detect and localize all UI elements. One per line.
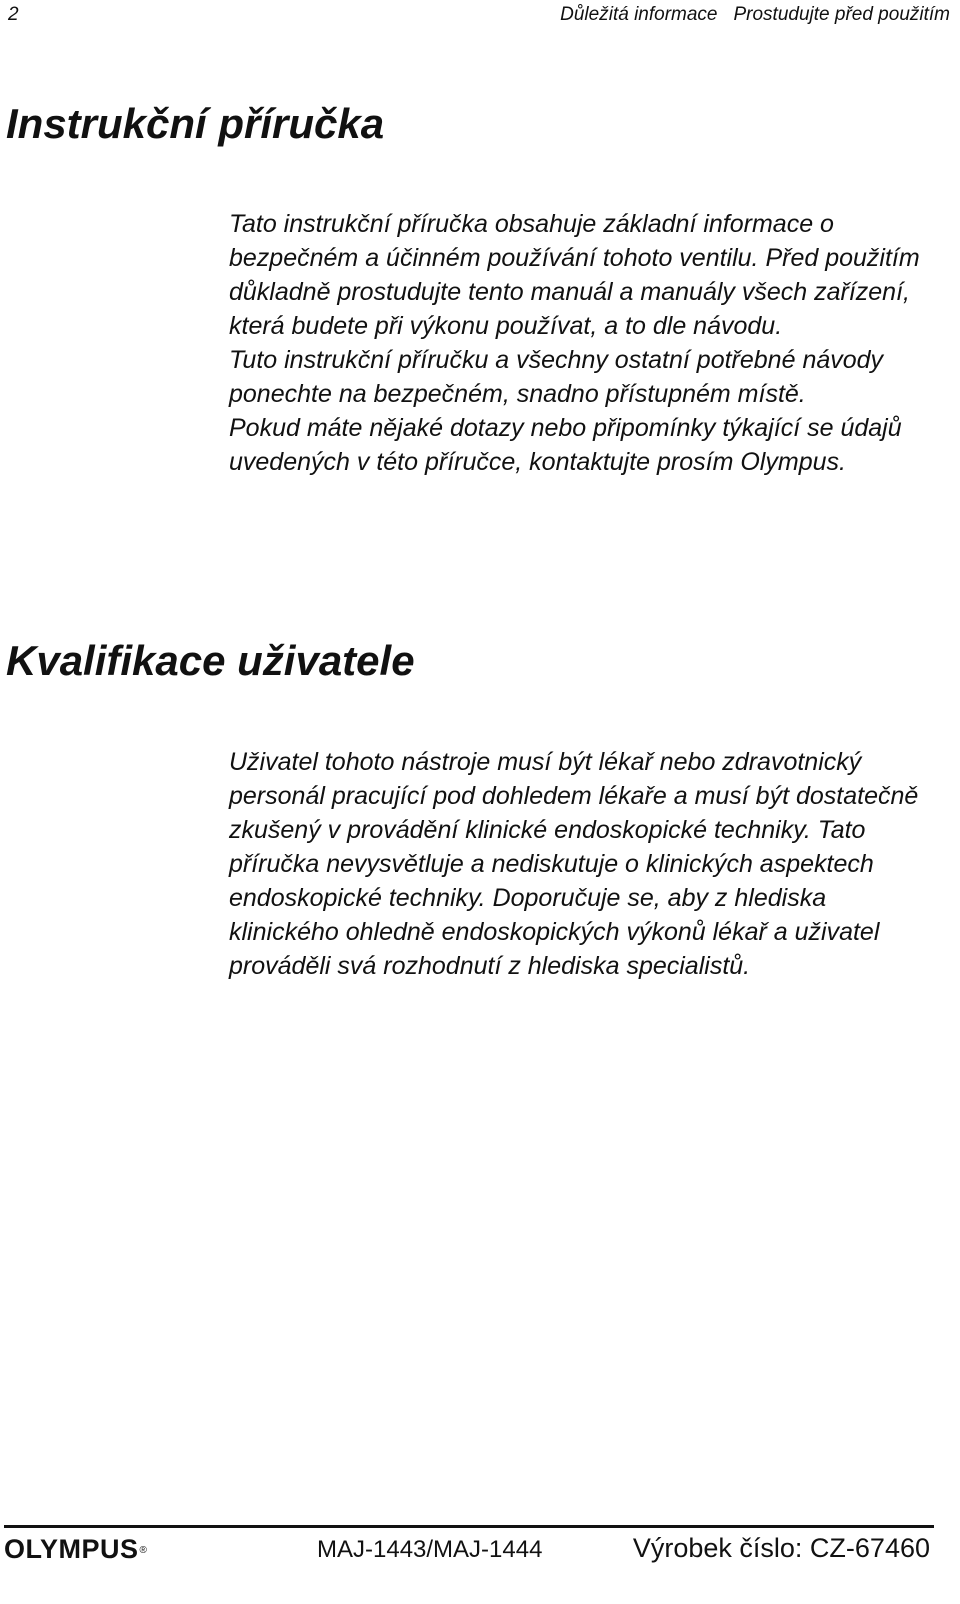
- registered-mark: ®: [139, 1545, 148, 1556]
- paragraph: Pokud máte nějaké dotazy nebo připomínky týkající se údajů uvedených v této příručce, kontaktujte prosím Olympus.: [229, 414, 902, 476]
- paragraph: Uživatel tohoto nástroje musí být lékař nebo zdravotnický personál pracující pod dohledem lékaře a musí být dostatečně zkušený v provádění klinické endoskopické techniky. Tato příručka nevysvětluje a nediskutuje o klinických aspektech endoskopické techniky. Doporučuje se, aby z hlediska klinického ohledně endoskopických výkonů lékař a uživatel prováděli svá rozhodnutí z hlediska specialistů.: [229, 748, 919, 980]
- section-body-instruction-manual: [229, 207, 929, 479]
- paragraph: Tuto instrukční příručku a všechny ostatní potřebné návody ponechte na bezpečném, snadno přístupném místě.: [229, 346, 884, 408]
- footer-model: MAJ-1443/MAJ-1444: [317, 1536, 543, 1563]
- section-title-instruction-manual: Instrukční příručka: [6, 100, 385, 147]
- olympus-logo: [4, 1532, 147, 1566]
- footer-product-number: Výrobek číslo: CZ-67460: [632, 1533, 930, 1563]
- paragraph: Tato instrukční příručka obsahuje základní informace o bezpečném a účinném používání tohoto ventilu. Před použitím důkladně prostudujte tento manuál a manuály všech zařízení, která budete při výkonu používat, a to dle návodu.: [229, 210, 920, 340]
- section-title-user-qualification: Kvalifikace uživatele: [6, 637, 415, 684]
- running-header-section: Důležitá informace: [560, 4, 718, 25]
- running-header: [560, 3, 950, 27]
- running-header-subsection: Prostudujte před použitím: [733, 4, 950, 25]
- footer-rule: [4, 1525, 934, 1528]
- page-number: 2: [8, 4, 19, 25]
- olympus-logo-text: OLYMPUS: [4, 1534, 139, 1564]
- section-body-user-qualification: [229, 745, 929, 983]
